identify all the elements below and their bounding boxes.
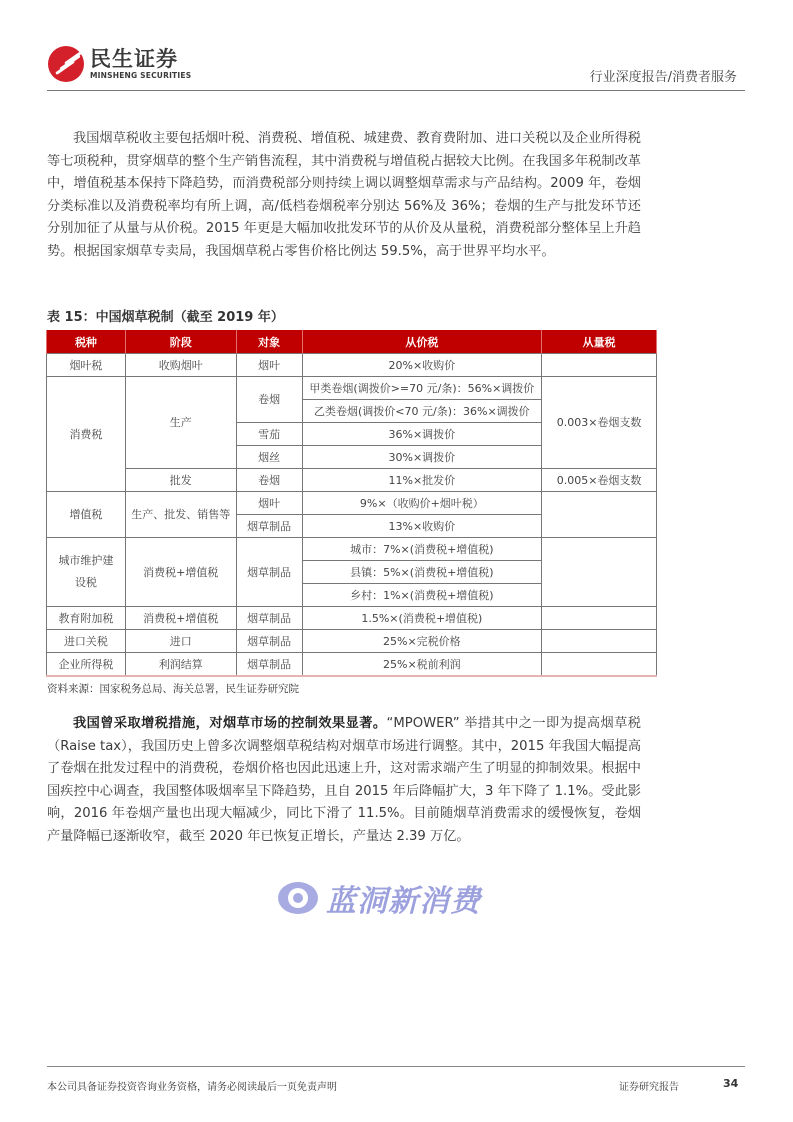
cell-specific <box>542 607 657 630</box>
watermark <box>278 876 481 920</box>
cell-specific: 0.003×卷烟支数 <box>542 377 657 469</box>
column-header: 从价税 <box>302 330 542 354</box>
column-header: 税种 <box>47 330 126 354</box>
cell-ad-valorem: 城市：7%×(消费税+增值税) <box>302 538 542 561</box>
cell-specific <box>542 354 657 377</box>
cell-object: 烟草制品 <box>236 653 302 677</box>
cell-object: 烟叶 <box>236 354 302 377</box>
cell-stage: 生产 <box>125 377 236 469</box>
cell-ad-valorem: 乡村：1%×(消费税+增值税) <box>302 584 542 607</box>
cell-object: 雪茄 <box>236 423 302 446</box>
intro-paragraph <box>47 128 641 263</box>
cell-specific <box>542 492 657 538</box>
table-row <box>47 538 657 561</box>
cell-stage: 消费税+增值税 <box>125 538 236 607</box>
minsheng-logo-icon <box>48 46 84 82</box>
cell-ad-valorem: 36%×调拨价 <box>302 423 542 446</box>
tobacco-tax-table <box>46 330 657 677</box>
cell-specific <box>542 653 657 677</box>
table-row <box>47 377 657 400</box>
cell-ad-valorem: 县镇：5%×(消费税+增值税) <box>302 561 542 584</box>
header-divider <box>47 90 745 91</box>
cell-specific <box>542 630 657 653</box>
column-header: 从量税 <box>542 330 657 354</box>
intro-text: 我国烟草税收主要包括烟叶税、消费税、增值税、城建费、教育费附加、进口关税以及企业所得税等七项税种，贯穿烟草的整个生产销售流程，其中消费税与增值税占据较大比例。在我国多年税制改革中，增值税基本保持下降趋势，而消费税部分则持续上调以调整烟草需求与产品结构。2009 年，卷烟分类标准以及消费税率均有所上调，高/低档卷烟税率分别达 56%及 36%；卷烟的生产与批发环节还分别加征了从量与从价税。2015 年更是大幅加收批发环节的从价及从量税，消费税部分整体呈上升趋势。根据国家烟草专卖局，我国烟草税占零售价格比例达 59.5%，高于世界平均水平。 <box>47 131 641 259</box>
table-row <box>47 607 657 630</box>
footer-doc-type: 证券研究报告 <box>619 1082 679 1093</box>
footer-disclaimer: 本公司具备证券投资咨询业务资格，请务必阅读最后一页免责声明 <box>47 1082 337 1093</box>
cell-stage: 生产、批发、销售等 <box>125 492 236 538</box>
column-header: 对象 <box>236 330 302 354</box>
cell-object: 烟叶 <box>236 492 302 515</box>
eye-magnifier-icon <box>278 882 318 914</box>
page-header <box>0 0 793 95</box>
cell-ad-valorem: 13%×收购价 <box>302 515 542 538</box>
footer-divider <box>47 1066 745 1067</box>
table-header-row <box>47 330 657 354</box>
cell-object: 卷烟 <box>236 469 302 492</box>
cell-ad-valorem: 20%×收购价 <box>302 354 542 377</box>
cell-tax: 烟叶税 <box>47 354 126 377</box>
cell-tax: 消费税 <box>47 377 126 492</box>
cell-object: 烟草制品 <box>236 515 302 538</box>
column-header: 阶段 <box>125 330 236 354</box>
cell-ad-valorem: 1.5%×(消费税+增值税) <box>302 607 542 630</box>
cell-tax: 企业所得税 <box>47 653 126 677</box>
cell-ad-valorem: 9%×（收购价+烟叶税） <box>302 492 542 515</box>
cell-ad-valorem: 甲类卷烟(调拨价>=70 元/条)：56%×调拨价 <box>302 377 542 400</box>
paragraph-body: “MPOWER” 举措其中之一即为提高烟草税（Raise tax），我国历史上曾多次调整烟草税结构对烟草市场进行调整。其中，2015 年我国大幅提高了卷烟在批发过程中的消费税，卷烟价格也因此迅速上升，这对需求端产生了明显的抑制效果。根据中国疾控中心调查，我国整体吸烟率呈下降趋势，且自 2015 年后降幅扩大，3 年下降了 1.1%。受此影响，2016 年卷烟产量也出现大幅减少，同比下滑了 11.5%。目前随烟草消费需求的缓慢恢复，卷烟产量降幅已逐渐收窄，截至 2020 年已恢复正增长，产量达 2.39 万亿。 <box>47 716 641 844</box>
table-source-note: 资料来源：国家税务总局、海关总署，民生证券研究院 <box>47 683 299 695</box>
cell-ad-valorem: 乙类卷烟(调拨价<70 元/条)：36%×调拨价 <box>302 400 542 423</box>
cell-tax: 教育附加税 <box>47 607 126 630</box>
table-row <box>47 469 657 492</box>
cell-object: 烟丝 <box>236 446 302 469</box>
report-section-label: 行业深度报告/消费者服务 <box>589 70 737 85</box>
cell-tax: 进口关税 <box>47 630 126 653</box>
cell-stage: 消费税+增值税 <box>125 607 236 630</box>
table-row <box>47 354 657 377</box>
cell-ad-valorem: 30%×调拨价 <box>302 446 542 469</box>
cell-object: 烟草制品 <box>236 630 302 653</box>
page-number: 34 <box>723 1077 739 1090</box>
watermark-text: 蓝洞新消费 <box>326 884 481 919</box>
table-row <box>47 630 657 653</box>
cell-stage: 批发 <box>125 469 236 492</box>
cell-ad-valorem: 25%×税前利润 <box>302 653 542 677</box>
cell-specific: 0.005×卷烟支数 <box>542 469 657 492</box>
cell-stage: 利润结算 <box>125 653 236 677</box>
cell-tax: 城市维护建设税 <box>47 538 126 607</box>
table-row <box>47 653 657 677</box>
second-paragraph <box>47 713 641 848</box>
cell-ad-valorem: 25%×完税价格 <box>302 630 542 653</box>
cell-object: 烟草制品 <box>236 607 302 630</box>
cell-specific <box>542 538 657 607</box>
cell-tax: 增值税 <box>47 492 126 538</box>
cell-object: 卷烟 <box>236 377 302 423</box>
cell-ad-valorem: 11%×批发价 <box>302 469 542 492</box>
paragraph-bold-lead: 我国曾采取增税措施，对烟草市场的控制效果显著。 <box>73 716 387 731</box>
table-title: 表 15：中国烟草税制（截至 2019 年） <box>47 310 284 325</box>
table-row <box>47 492 657 515</box>
cell-object: 烟草制品 <box>236 538 302 607</box>
logo-english-name: MINSHENG SECURITIES <box>90 71 192 80</box>
cell-stage: 收购烟叶 <box>125 354 236 377</box>
logo-chinese-name: 民生证券 <box>90 47 178 71</box>
company-logo <box>48 46 191 82</box>
cell-stage: 进口 <box>125 630 236 653</box>
